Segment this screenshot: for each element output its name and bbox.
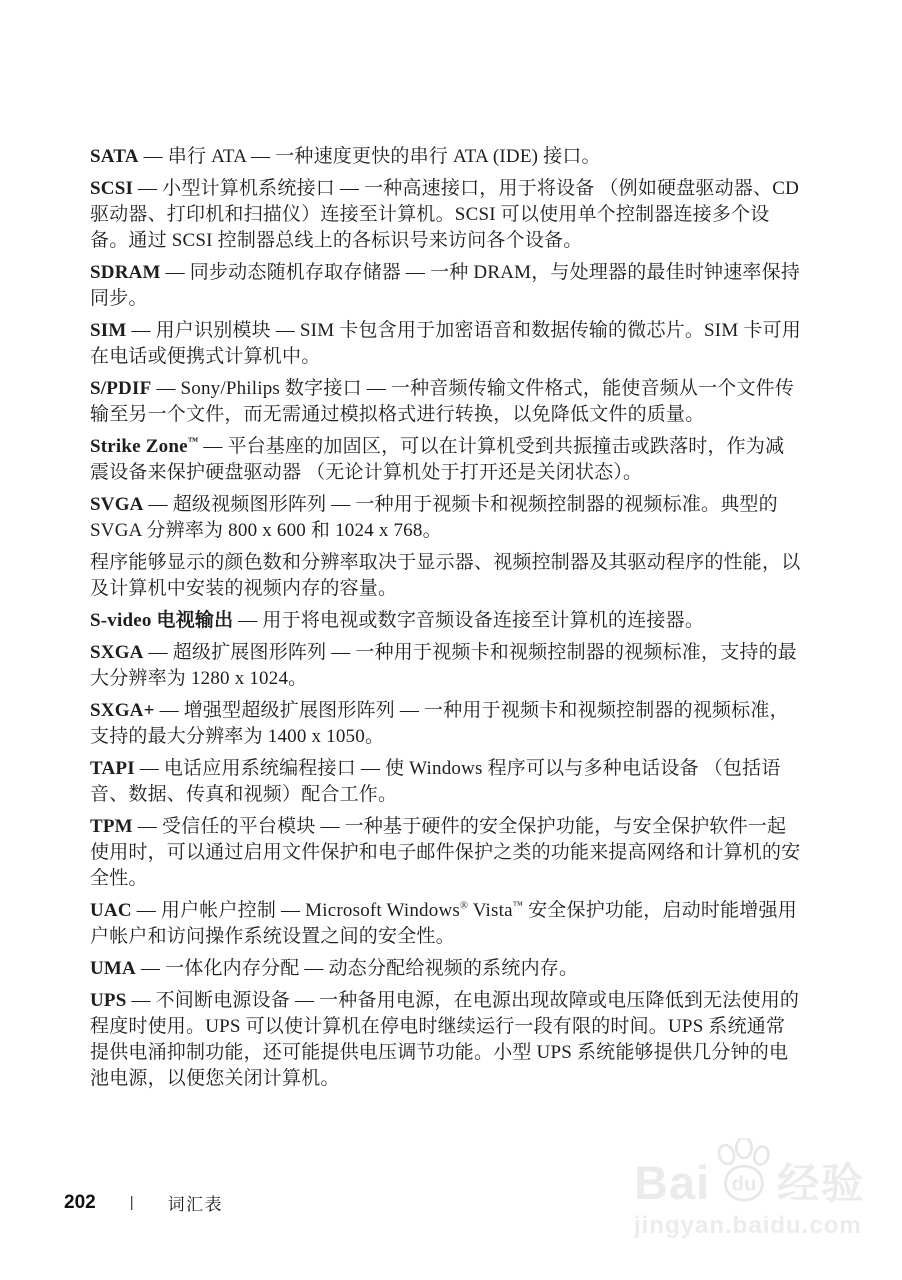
glossary-term: SIM <box>90 320 127 341</box>
glossary-entry <box>90 434 802 486</box>
glossary-definition: 程序能够显示的颜色数和分辨率取决于显示器、视频控制器及其驱动程序的性能，以及计算机中安装的视频内存的容量。 <box>90 552 801 599</box>
watermark-url: jingyan.baidu.com <box>634 1212 862 1239</box>
glossary-term: Strike Zone™ <box>90 436 199 457</box>
glossary-definition: — 超级视频图形阵列 — 一种用于视频卡和视频控制器的视频标准。典型的 SVGA 分辨率为 800 x 600 和 1024 x 768。 <box>90 494 778 541</box>
glossary-definition: — 受信任的平台模块 — 一种基于硬件的安全保护功能，与安全保护软件一起使用时，可以通过启用文件保护和电子邮件保护之类的功能来提高网络和计算机的安全性。 <box>90 816 801 889</box>
glossary-entry <box>90 640 802 692</box>
glossary-term: UAC <box>90 900 132 921</box>
glossary-entry <box>90 988 802 1092</box>
glossary-term: SCSI <box>90 178 134 199</box>
glossary-term: UPS <box>90 990 127 1011</box>
glossary-entry <box>90 376 802 428</box>
baidu-jingyan-watermark <box>634 1138 865 1240</box>
glossary-definition: — 同步动态随机存取存储器 — 一种 DRAM，与处理器的最佳时钟速率保持同步。 <box>90 262 801 309</box>
glossary-definition: — 用于将电视或数字音频设备连接至计算机的连接器。 <box>233 610 705 631</box>
glossary-entry <box>90 176 802 254</box>
page-number: 202 <box>64 1191 96 1213</box>
glossary-term: SATA <box>90 146 139 167</box>
glossary-definition: — Sony/Philips 数字接口 — 一种音频传输文件格式，能使音频从一个文件传输至另一个文件，而无需通过模拟格式进行转换，以免降低文件的质量。 <box>90 378 795 425</box>
glossary-term: S/PDIF <box>90 378 152 399</box>
watermark-paw-du-text: du <box>731 1173 757 1196</box>
glossary-entry <box>90 550 802 602</box>
glossary-entry <box>90 608 802 634</box>
glossary-entry <box>90 756 802 808</box>
glossary-term: UMA <box>90 958 136 979</box>
glossary-term: SXGA+ <box>90 700 155 721</box>
footer-separator: | <box>129 1194 134 1211</box>
glossary-definition: — 平台基座的加固区，可以在计算机受到共振撞击或跌落时，作为减震设备来保护硬盘驱动器 （无论计算机处于打开还是关闭状态）。 <box>90 436 785 483</box>
glossary-entry <box>90 698 802 750</box>
glossary-definition: — 超级扩展图形阵列 — 一种用于视频卡和视频控制器的视频标准，支持的最大分辨率为 1280 x 1024。 <box>90 642 797 689</box>
glossary-entry <box>90 260 802 312</box>
glossary-definition: — 一体化内存分配 — 动态分配给视频的系统内存。 <box>135 958 579 979</box>
page-footer <box>64 1190 223 1215</box>
glossary-definition: — 增强型超级扩展图形阵列 — 一种用于视频卡和视频控制器的视频标准，支持的最大分辨率为 1400 x 1050。 <box>90 700 789 747</box>
glossary-entry <box>90 956 802 982</box>
watermark-brand-bai: Bai <box>634 1156 711 1210</box>
glossary-entry <box>90 318 802 370</box>
glossary-term: SXGA <box>90 642 144 663</box>
footer-section-title: 词汇表 <box>167 1195 224 1214</box>
glossary-definition: — 串行 ATA — 一种速度更快的串行 ATA (IDE) 接口。 <box>138 146 601 167</box>
glossary-entry <box>90 492 802 544</box>
glossary-term: SDRAM <box>90 262 161 283</box>
glossary-entry <box>90 144 802 170</box>
glossary-definition: — 不间断电源设备 — 一种备用电源，在电源出现故障或电压降低到无法使用的程度时使用。UPS 可以使计算机在停电时继续运行一段有限的时间。UPS 系统通常提供电涌抑制功能，还可能提供电压调节功能。小型 UPS 系统能够提供几分钟的电池电源，以便您关闭计算机。 <box>90 990 800 1089</box>
baidu-paw-icon <box>712 1138 774 1206</box>
glossary-entry <box>90 898 802 950</box>
watermark-brand-jingyan: 经验 <box>777 1160 866 1208</box>
glossary-term: TPM <box>90 816 133 837</box>
glossary-term: SVGA <box>90 494 144 515</box>
glossary-list <box>90 144 802 1098</box>
watermark-logo-row <box>634 1138 866 1210</box>
glossary-entry <box>90 814 802 892</box>
glossary-definition: — 电话应用系统编程接口 — 使 Windows 程序可以与多种电话设备 （包括语音、数据、传真和视频）配合工作。 <box>90 758 781 805</box>
glossary-term: S-video 电视输出 <box>90 610 234 631</box>
glossary-term: TAPI <box>90 758 135 779</box>
glossary-definition: — 用户帐户控制 — Microsoft Windows® Vista™ 安全保护功能，启动时能增强用户帐户和访问操作系统设置之间的安全性。 <box>90 900 797 947</box>
glossary-definition: — 小型计算机系统接口 — 一种高速接口，用于将设备 （例如硬盘驱动器、CD 驱动器、打印机和扫描仪）连接至计算机。SCSI 可以使用单个控制器连接多个设备。通过 SCSI 控制器总线上的各标识号来访问各个设备。 <box>90 178 800 251</box>
glossary-definition: — 用户识别模块 — SIM 卡包含用于加密语音和数据传输的微芯片。SIM 卡可用在电话或便携式计算机中。 <box>90 320 801 367</box>
